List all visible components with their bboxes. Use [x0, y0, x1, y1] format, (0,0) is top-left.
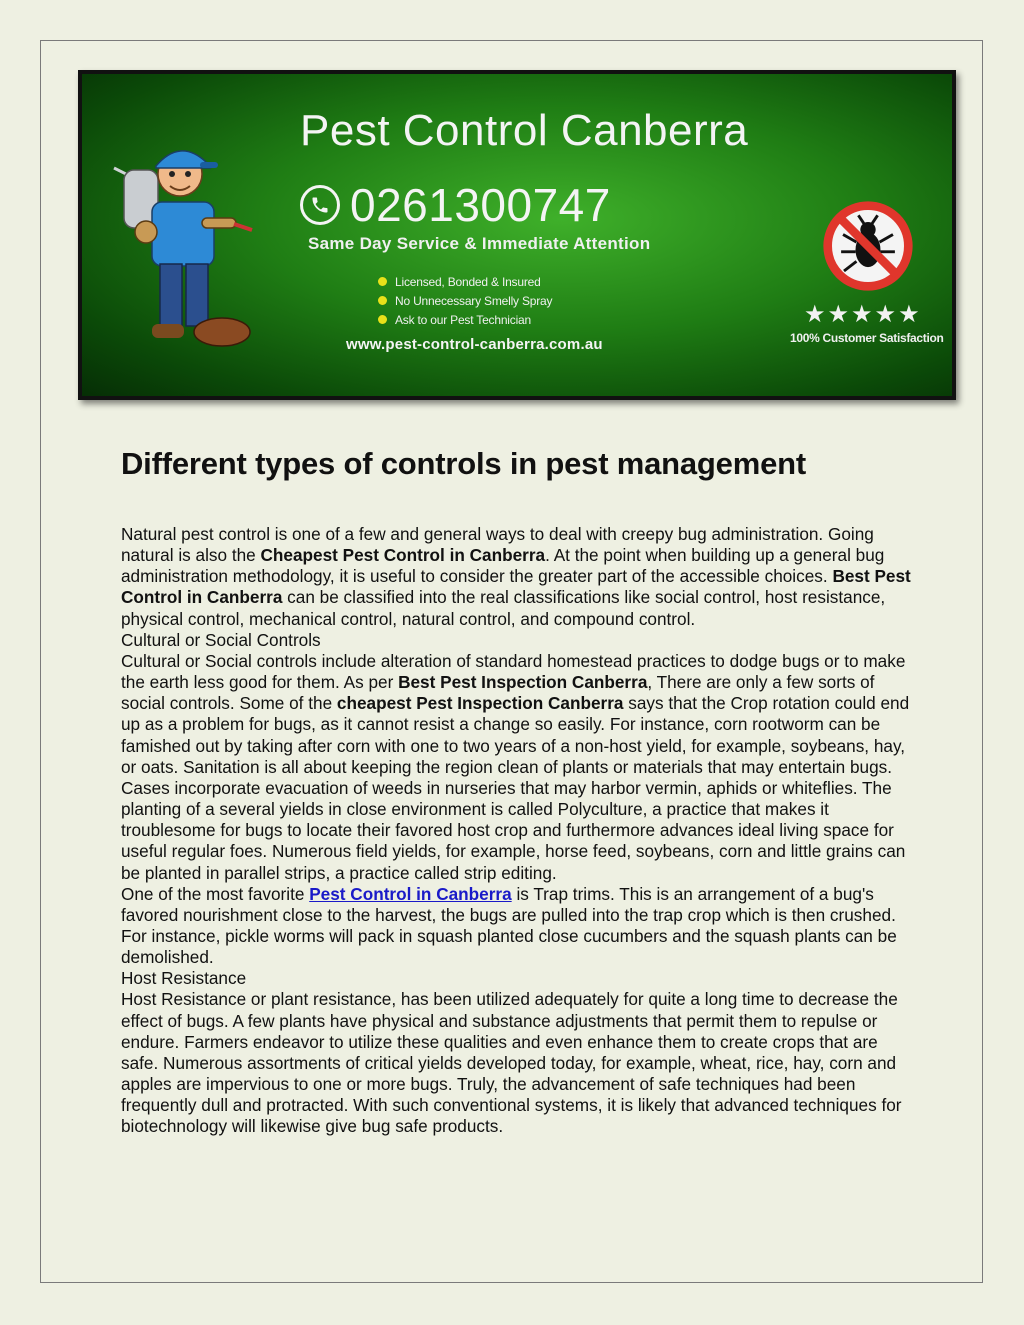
paragraph-trap-crops: [121, 884, 911, 969]
bold-keyword: cheapest Pest Inspection Canberra: [336, 693, 624, 714]
banner-tagline: Same Day Service & Immediate Attention: [308, 234, 651, 253]
article-body: [121, 524, 911, 1138]
text-run: . At the point when building up a general bug administration methodology, it is useful to consider the greater part of the accessible choices.: [121, 545, 885, 587]
text-run: , There are only a few sorts of social controls. Some of the: [121, 672, 875, 714]
pest-control-link[interactable]: Pest Control in Canberra: [309, 883, 512, 904]
text-run: Natural pest control is one of a few and general ways to deal with creepy bug administration. Going natural is also the: [121, 524, 874, 566]
text-run: is Trap trims. This is an arrangement of a bug's favored nourishment close to the harvest, the bugs are pulled into the trap crop which is then crushed. For instance, pickle worms will pack in squash planted close cucumbers and the squash plants can be demolished.: [121, 883, 897, 968]
satisfaction-text: 100% Customer Satisfaction: [790, 331, 944, 345]
feature-item: [378, 310, 552, 329]
bullet-dot-icon: [378, 277, 387, 286]
text-run: says that the Crop rotation could end up as a problem for bugs, as it cannot resist a change so easily. For instance, corn rootworm can be famished out by taking after corn with one to two years of a non-host yield, for example, soybeans, hay, or oats. Sanitation is all about keeping the region clean of plants or materials that may entertain bugs. Cases incorporate evacuation of weeds in nurseries that may harbor vermin, aphids or whiteflies. The planting of a several yields in close environment is called Polyculture, a practice that makes it troublesome for bugs to locate their favored host crop and furthermore advances ideal living space for useful regular foes. Numerous field yields, for example, horse feed, soybeans, corn and little grains can be planted in parallel strips, a practice called strip editing.: [121, 693, 910, 883]
article-title: Different types of controls in pest management: [121, 446, 806, 481]
feature-item: [378, 272, 552, 291]
feature-text: Ask to our Pest Technician: [395, 312, 531, 327]
banner-title: Pest Control Canberra: [300, 106, 749, 155]
paragraph-intro: [121, 524, 911, 630]
banner-website[interactable]: www.pest-control-canberra.com.au: [346, 336, 603, 353]
exterminator-mascot-icon: [106, 132, 256, 352]
bold-keyword: Cheapest Pest Control in Canberra: [260, 545, 546, 566]
phone-number[interactable]: 0261300747: [350, 179, 611, 231]
bullet-dot-icon: [378, 296, 387, 305]
banner-feature-list: [378, 272, 552, 329]
paragraph-host-resistance: Host Resistance or plant resistance, has been utilized adequately for quite a long time to decrease the effect of bugs. A few plants have physical and substance adjustments that permit them to repulse or endure. Farmers endeavor to utilize these qualities and even enhance them to create crops that are safe. Numerous assortments of critical yields developed today, for example, wheat, rice, hay, corn and apples are impervious to one or more bugs. Truly, the advancement of safe techniques had been frequently dull and protracted. With such conventional systems, it is likely that advanced techniques for biotechnology will likewise give bug safe products.: [121, 989, 902, 1137]
section-heading-host: Host Resistance: [121, 968, 247, 989]
header-banner: [78, 70, 956, 400]
feature-item: [378, 291, 552, 310]
text-run: One of the most favorite: [121, 883, 310, 904]
bold-keyword: Best Pest Control in Canberra: [121, 566, 911, 608]
section-heading-cultural: Cultural or Social Controls: [121, 629, 321, 650]
bold-keyword: Best Pest Inspection Canberra: [398, 672, 648, 693]
text-run: Cultural or Social controls include alteration of standard homestead practices to dodge bugs or to make the earth less good for them. As per: [121, 650, 906, 693]
feature-text: Licensed, Bonded & Insured: [395, 274, 541, 289]
text-run: can be classified into the real classifications like social control, host resistance, physical control, mechanical control, natural control, and compound control.: [121, 587, 886, 629]
feature-text: No Unnecessary Smelly Spray: [395, 293, 553, 308]
phone-icon: [300, 185, 340, 225]
no-bug-icon: [820, 198, 916, 294]
rating-stars: ★★★★★: [804, 301, 922, 328]
bullet-dot-icon: [378, 315, 387, 324]
paragraph-cultural: [121, 651, 911, 884]
phone-row: [300, 178, 611, 232]
